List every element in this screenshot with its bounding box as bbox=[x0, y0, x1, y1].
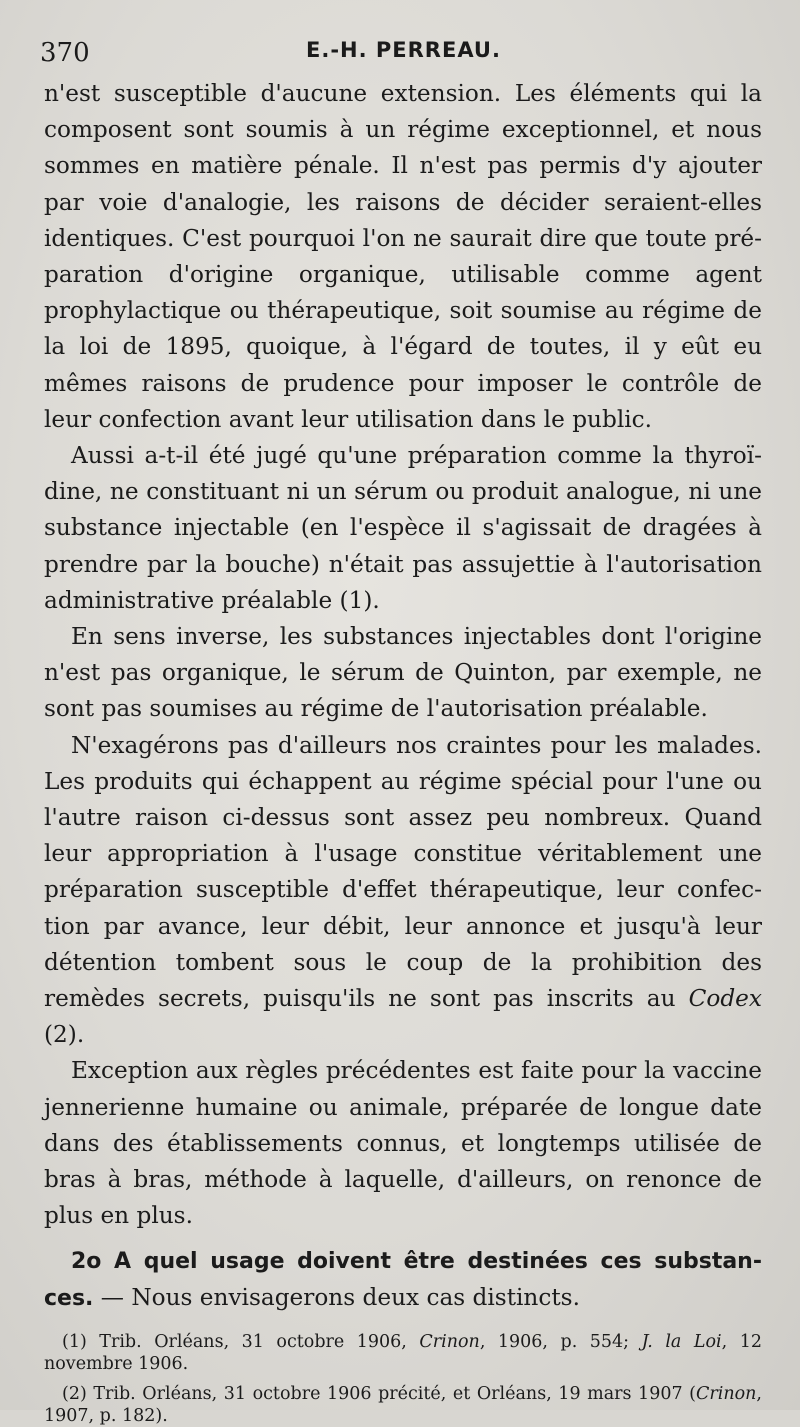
section-heading bbox=[44, 1243, 762, 1317]
footnote-2-page: , 1907, p. 182). bbox=[44, 1383, 762, 1426]
section-heading-title: 2o A quel usage doivent être destinées ces substances. bbox=[44, 1248, 762, 1311]
footnote-2 bbox=[44, 1383, 762, 1427]
section-heading-text: — Nous envisagerons deux cas distincts. bbox=[93, 1283, 580, 1311]
footnote-1-page: , 1906, p. 554; bbox=[479, 1331, 642, 1352]
footnote-1-journal: J. la Loi bbox=[641, 1331, 722, 1352]
running-head: E.-H. PERREAU. bbox=[306, 38, 501, 62]
footnote-2-crinon: Crinon bbox=[695, 1383, 757, 1404]
footnote-1 bbox=[44, 1331, 762, 1375]
paragraph-5: Exception aux règles précédentes est faite pour la vaccine jennerienne humaine ou animale, préparée de longue date dans des établissements connus, et longtemps utilisée de bras à bras, méthode à laquelle, d'ailleurs, on renonce de plus en plus. bbox=[44, 1057, 762, 1230]
codex-italic: Codex bbox=[688, 985, 762, 1013]
paragraph-4-text: N'exagérons pas d'ailleurs nos craintes pour les malades. Les produits qui échappent au régime spécial pour l'une ou l'autre raison ci-dessus sont assez peu nombreux. Quand leur appropriation à l'usage constitue véritablement une préparation susceptible d'effet thérapeutique, leur confection par avance, leur débit, leur annonce et jusqu'à leur détention tombent sous le coup de la prohibition des remèdes secrets, puisqu'ils ne sont pas inscrits au bbox=[44, 731, 762, 1013]
paragraph-4 bbox=[44, 728, 762, 1054]
paragraph-4-note: (2). bbox=[44, 1021, 85, 1049]
paragraph-3: En sens inverse, les substances injectables dont l'origine n'est pas organique, le sérum de Quinton, par exemple, ne sont pas soumises au régime de l'autorisation préalable. bbox=[44, 623, 762, 723]
footnotes bbox=[44, 1331, 762, 1427]
footnote-1-date: , 12 novembre 1906. bbox=[44, 1331, 762, 1374]
page-header bbox=[40, 30, 762, 70]
footnote-1-text: (1) Trib. Orléans, 31 octobre 1906, bbox=[62, 1331, 420, 1352]
paragraph-2: Aussi a-t-il été jugé qu'une préparation comme la thyroïdine, ne constituant ni un sérum ou produit analogue, ni une substance injectable (en l'espèce il s'agissait de dragées à prendre par la bouche) n'était pas assujettie à l'autorisation administrative préalable (1). bbox=[44, 442, 762, 614]
paragraph-1: n'est susceptible d'aucune extension. Les éléments qui la composent sont soumis à un régime exceptionnel, et nous sommes en matière pénale. Il n'est pas permis d'y ajouter par voie d'analogie, les raisons de décider seraient-elles identiques. C'est pourquoi l'on ne saurait dire que toute préparation d'origine organique, utilisable comme agent prophylactique ou thérapeutique, soit soumise au régime de la loi de 1895, quoique, à l'égard de toutes, il y eût eu mêmes raisons de prudence pour imposer le contrôle de leur confection avant leur utilisation dans le public. bbox=[44, 80, 762, 433]
footnote-1-crinon: Crinon bbox=[419, 1331, 480, 1352]
page-number: 370 bbox=[40, 38, 90, 68]
footnote-2-text: (2) Trib. Orléans, 31 octobre 1906 précité, et Orléans, 19 mars 1907 ( bbox=[62, 1383, 696, 1404]
